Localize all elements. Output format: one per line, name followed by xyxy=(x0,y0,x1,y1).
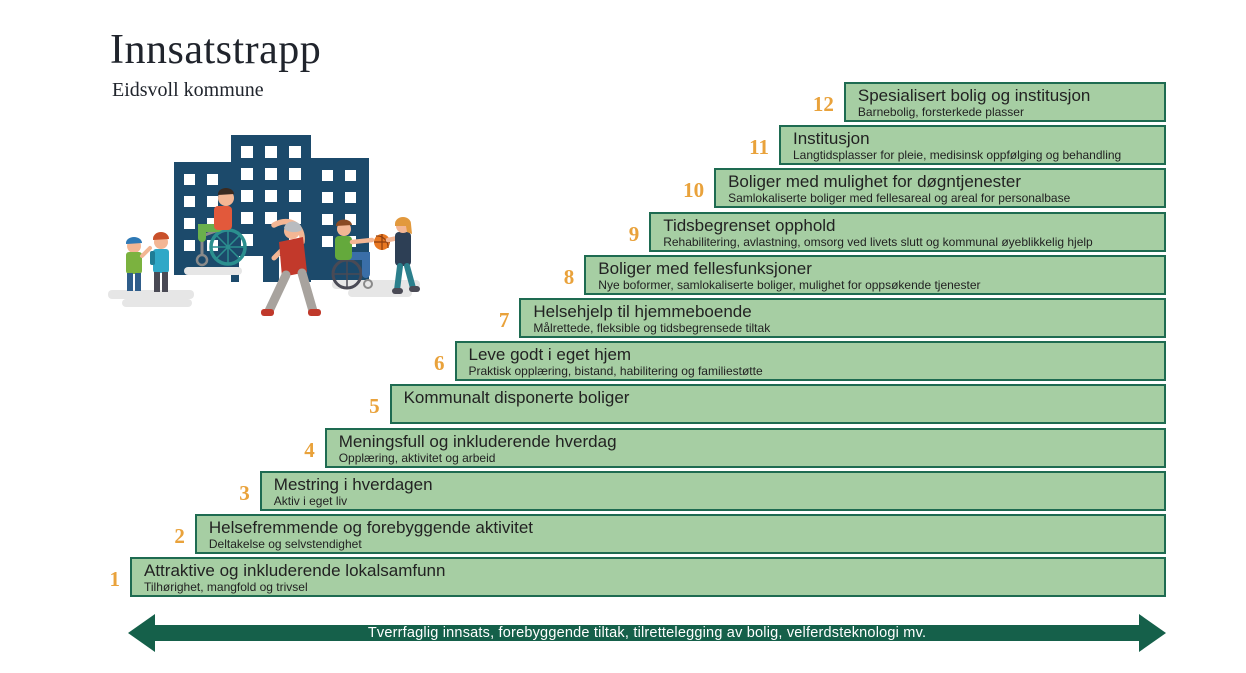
step-subtitle: Nye boformer, samlokaliserte boliger, mulighet for oppsøkende tjenester xyxy=(598,277,981,292)
step-number: 8 xyxy=(563,264,575,289)
step-subtitle: Deltakelse og selvstendighet xyxy=(208,537,362,551)
children-walking-icon xyxy=(126,232,169,292)
step-title: Tidsbegrenset opphold xyxy=(663,215,836,235)
step-subtitle: Praktisk opplæring, bistand, habilitering og familiestøtte xyxy=(468,364,763,379)
step-subtitle: Barnebolig, forsterkede plasser xyxy=(857,105,1024,119)
step-number: 9 xyxy=(628,221,640,246)
step-6 xyxy=(434,341,1167,381)
step-10 xyxy=(683,168,1166,208)
step-11 xyxy=(749,125,1166,165)
step-title: Helsefremmende og forebyggende aktivitet xyxy=(208,518,534,537)
step-number: 3 xyxy=(239,480,250,505)
step-7 xyxy=(498,298,1166,338)
step-subtitle: Tilhørighet, mangfold og trivsel xyxy=(144,580,308,595)
step-5 xyxy=(369,384,1166,424)
step-subtitle: Rehabilitering, avlastning, omsorg ved livets slutt og kommunal øyeblikkelig hjelp xyxy=(663,234,1093,249)
step-title: Boliger med mulighet for døgntjenester xyxy=(728,172,1022,192)
step-9 xyxy=(628,212,1166,252)
step-subtitle: Opplæring, aktivitet og arbeid xyxy=(338,450,496,465)
step-subtitle: Aktiv i eget liv xyxy=(273,493,348,508)
step-title: Attraktive og inkluderende lokalsamfunn xyxy=(144,561,446,581)
step-1 xyxy=(109,557,1166,597)
foundation-arrow-label: Tverrfaglig innsats, forebyggende tiltak, tilrettelegging av bolig, velferdsteknologi mv. xyxy=(367,624,927,641)
step-title: Kommunalt disponerte boliger xyxy=(403,388,630,408)
step-title: Mestring i hverdagen xyxy=(273,474,433,494)
step-title: Meningsfull og inkluderende hverdag xyxy=(338,431,617,451)
step-number: 11 xyxy=(749,135,769,160)
step-title: Helsehjelp til hjemmeboende xyxy=(533,302,752,321)
page-title: Innsatstrapp xyxy=(110,27,322,73)
step-number: 1 xyxy=(109,567,120,592)
step-12 xyxy=(812,82,1166,122)
step-4 xyxy=(304,428,1166,468)
step-title: Leve godt i eget hjem xyxy=(468,345,632,365)
step-number: 4 xyxy=(304,437,315,462)
step-subtitle: Samlokaliserte boliger med fellesareal og areal for personalbase xyxy=(728,191,1071,206)
step-subtitle: Langtidsplasser for pleie, medisinsk oppfølging og behandling xyxy=(793,148,1122,163)
step-number: 10 xyxy=(683,178,705,203)
step-2 xyxy=(174,514,1166,554)
step-number: 2 xyxy=(174,524,185,548)
step-title: Spesialisert bolig og institusjon xyxy=(857,86,1091,105)
step-subtitle: Målrettede, fleksible og tidsbegrensede tiltak xyxy=(533,321,771,335)
step-number: 12 xyxy=(812,92,834,116)
step-8 xyxy=(563,255,1166,295)
step-number: 6 xyxy=(434,351,445,376)
step-3 xyxy=(239,471,1166,511)
community-illustration xyxy=(106,130,426,322)
step-number: 5 xyxy=(369,394,380,419)
step-number: 7 xyxy=(498,308,510,332)
page-subtitle: Eidsvoll kommune xyxy=(112,79,264,101)
step-title: Boliger med fellesfunksjoner xyxy=(598,258,812,278)
step-title: Institusjon xyxy=(793,129,870,149)
foundation-arrow xyxy=(128,612,1166,654)
